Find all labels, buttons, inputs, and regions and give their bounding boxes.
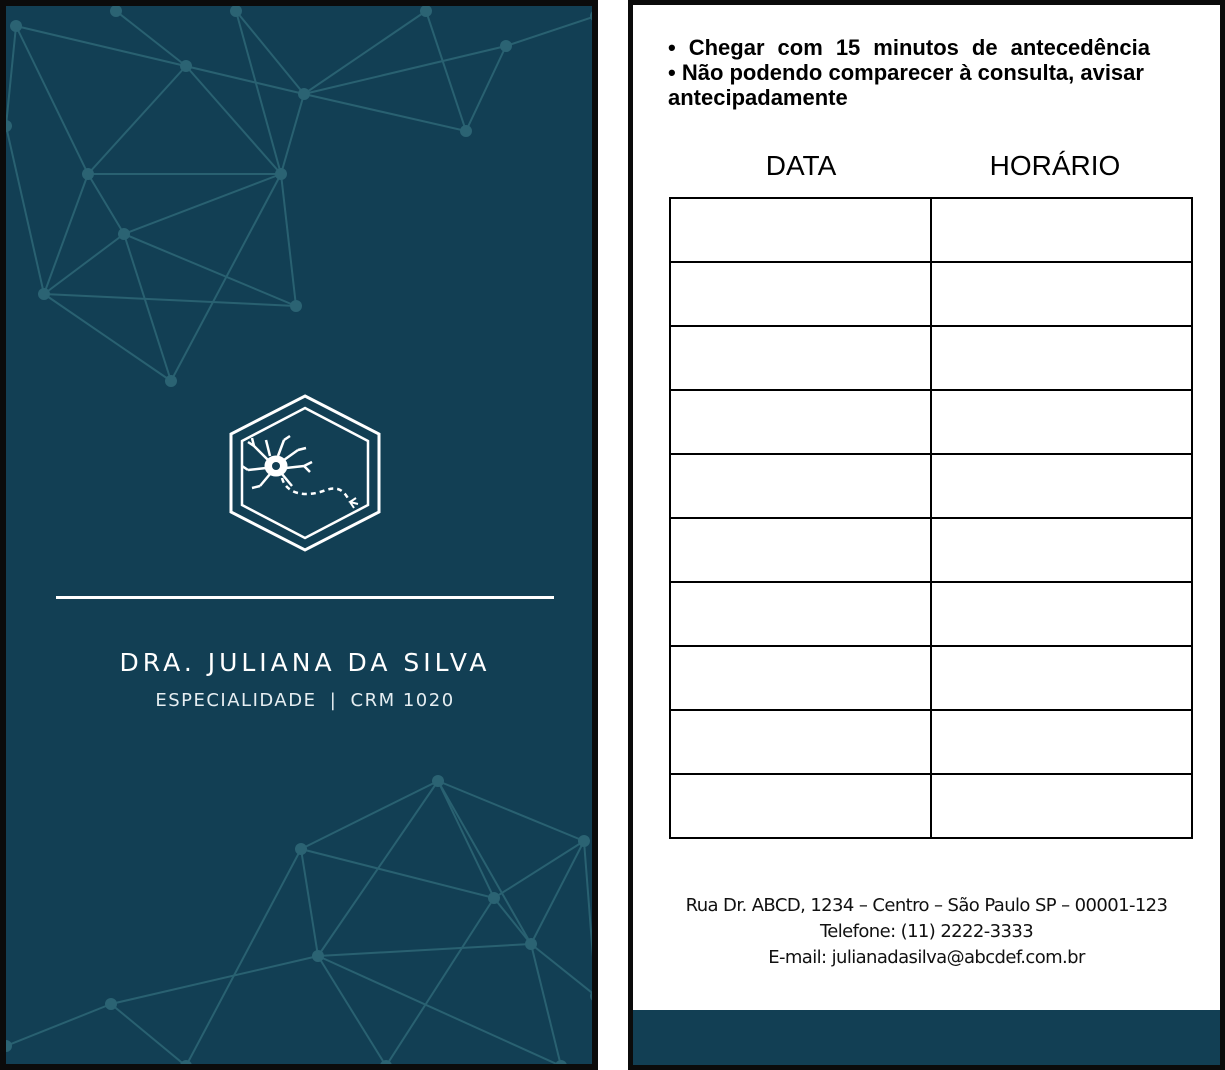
table-row bbox=[670, 326, 1192, 390]
column-header-data: DATA bbox=[765, 150, 837, 181]
time-cell[interactable] bbox=[931, 710, 1192, 774]
phone: Telefone: (11) 2222-3333 bbox=[819, 921, 1034, 942]
crm-number: CRM 1020 bbox=[350, 690, 455, 711]
table-row bbox=[670, 198, 1192, 262]
time-cell[interactable] bbox=[931, 646, 1192, 710]
bottom-color-band bbox=[633, 1010, 1220, 1065]
table-row bbox=[670, 774, 1192, 838]
specialty-label: ESPECIALIDADE bbox=[155, 690, 317, 711]
card-back bbox=[628, 0, 1225, 1070]
time-cell[interactable] bbox=[931, 774, 1192, 838]
separator: | bbox=[329, 690, 338, 711]
contact-info bbox=[633, 893, 1220, 971]
date-cell[interactable] bbox=[670, 710, 931, 774]
table-row bbox=[670, 454, 1192, 518]
time-cell[interactable] bbox=[931, 390, 1192, 454]
instruction-notify: • Não podendo comparecer à consulta, avisar antecipadamente bbox=[668, 60, 1144, 110]
time-cell[interactable] bbox=[931, 518, 1192, 582]
table-row bbox=[670, 262, 1192, 326]
divider-line bbox=[56, 596, 554, 599]
time-cell[interactable] bbox=[931, 198, 1192, 262]
appointment-table bbox=[669, 197, 1193, 839]
date-cell[interactable] bbox=[670, 326, 931, 390]
time-cell[interactable] bbox=[931, 326, 1192, 390]
specialty-line bbox=[6, 690, 598, 711]
date-cell[interactable] bbox=[670, 262, 931, 326]
neuron-hexagon-icon bbox=[226, 394, 384, 552]
table-row bbox=[670, 582, 1192, 646]
instructions bbox=[668, 35, 1150, 110]
address: Rua Dr. ABCD, 1234 – Centro – São Paulo SP – 00001-123 bbox=[685, 895, 1168, 916]
table-row bbox=[670, 646, 1192, 710]
time-cell[interactable] bbox=[931, 582, 1192, 646]
table-row bbox=[670, 518, 1192, 582]
date-cell[interactable] bbox=[670, 646, 931, 710]
table-row bbox=[670, 710, 1192, 774]
date-cell[interactable] bbox=[670, 582, 931, 646]
time-cell[interactable] bbox=[931, 262, 1192, 326]
date-cell[interactable] bbox=[670, 774, 931, 838]
card-front bbox=[0, 0, 598, 1070]
time-cell[interactable] bbox=[931, 454, 1192, 518]
date-cell[interactable] bbox=[670, 454, 931, 518]
email: E-mail: julianadasilva@abcdef.com.br bbox=[768, 947, 1085, 968]
column-header-horario: HORÁRIO bbox=[989, 150, 1121, 181]
instruction-arrive-early: • Chegar com 15 minutos de antecedência bbox=[668, 35, 1150, 60]
date-cell[interactable] bbox=[670, 390, 931, 454]
date-cell[interactable] bbox=[670, 198, 931, 262]
table-row bbox=[670, 390, 1192, 454]
doctor-name: DRA. JULIANA DA SILVA bbox=[119, 648, 491, 677]
date-cell[interactable] bbox=[670, 518, 931, 582]
